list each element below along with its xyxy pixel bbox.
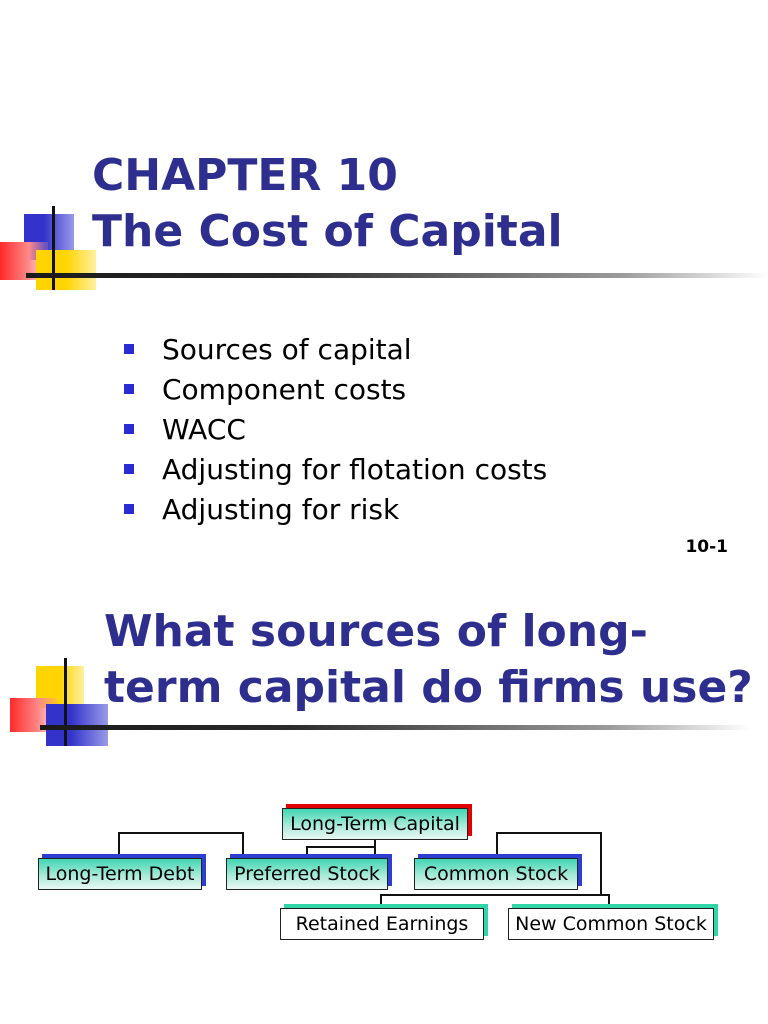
list-item-text: WACC: [162, 413, 246, 446]
bullet-icon: [124, 504, 134, 514]
chart-node-label: Preferred Stock: [234, 863, 380, 885]
chart-node-new-common-stock: [508, 908, 714, 940]
connector-line: [600, 832, 602, 896]
title-underline: [26, 273, 768, 278]
connector-line: [496, 832, 602, 834]
org-chart: [0, 570, 768, 1024]
list-item-text: Adjusting for risk: [162, 493, 400, 526]
slide-title: The Cost of Capital: [92, 206, 563, 257]
slide-title-line: term capital do firms use?: [104, 662, 753, 713]
bullet-icon: [124, 344, 134, 354]
topic-list: [122, 330, 547, 530]
list-item: [122, 330, 547, 370]
chart-node-label: Long-Term Capital: [290, 813, 460, 835]
chart-node-label: Retained Earnings: [295, 913, 469, 935]
chart-node-common-stock: [414, 858, 578, 890]
connector-line: [380, 894, 610, 896]
chart-node-retained-earnings: [280, 908, 484, 940]
bullet-icon: [124, 464, 134, 474]
connector-line: [496, 832, 498, 856]
slide-title-line: What sources of long-: [104, 606, 648, 657]
connector-line: [118, 832, 244, 834]
list-item: [122, 370, 547, 410]
list-item-text: Adjusting for flotation costs: [162, 453, 548, 486]
list-item: [122, 450, 547, 490]
chart-node-label: Long-Term Debt: [45, 863, 195, 885]
page-number: 10-1: [685, 537, 728, 557]
chapter-heading: CHAPTER 10: [92, 150, 398, 201]
list-item: [122, 410, 547, 450]
connector-line: [242, 832, 244, 856]
connector-line: [306, 846, 376, 848]
chart-node-preferred-stock: [226, 858, 388, 890]
chart-node-long-term-debt: [38, 858, 202, 890]
chart-node-long-term-capital: [282, 808, 468, 840]
slide-2: [0, 570, 768, 1024]
connector-line: [118, 832, 120, 856]
chart-node-label: Common Stock: [423, 863, 569, 885]
list-item: [122, 490, 547, 530]
chart-node-label: New Common Stock: [515, 913, 707, 935]
bullet-icon: [124, 384, 134, 394]
list-item-text: Component costs: [162, 373, 407, 406]
list-item-text: Sources of capital: [162, 333, 412, 366]
bullet-icon: [124, 424, 134, 434]
